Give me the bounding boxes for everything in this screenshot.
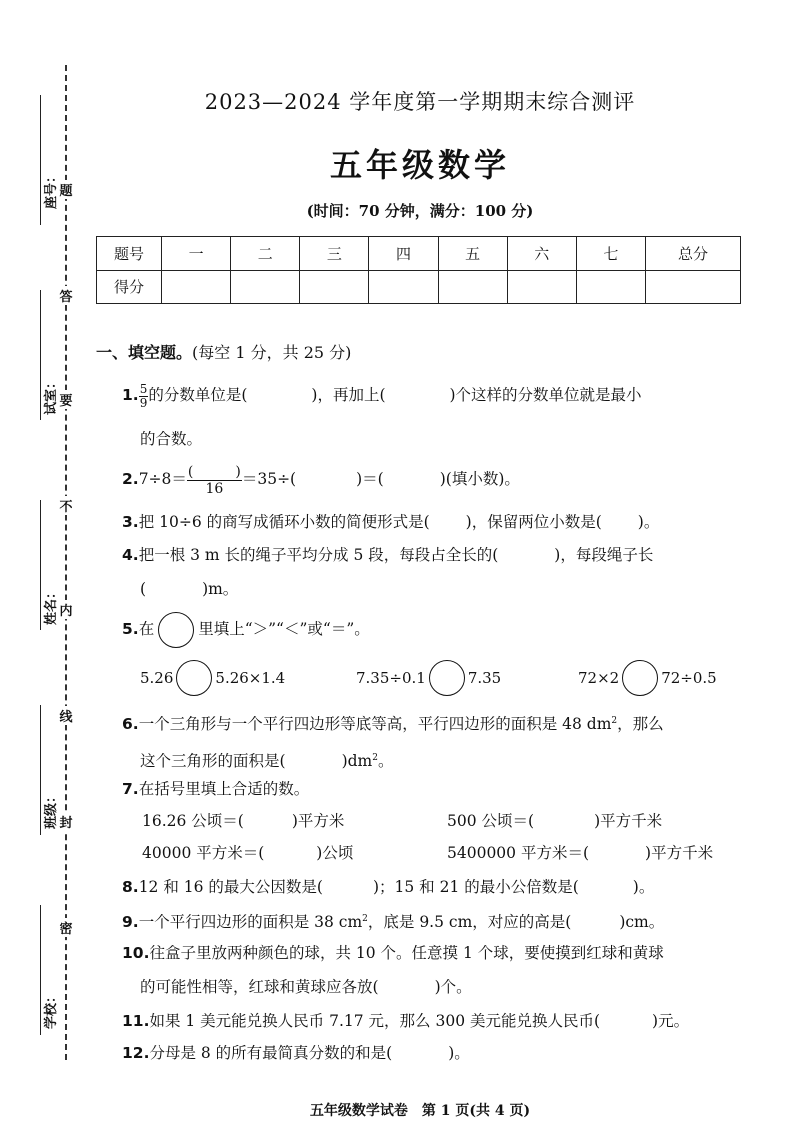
table-cell: 一: [162, 237, 231, 271]
question-number: 3.: [122, 513, 139, 531]
question-number: 8.: [122, 878, 139, 896]
conversion-item: 5400000 平方米＝( )平方千米: [447, 844, 714, 862]
question-12: 12.分母是 8 的所有最简真分数的和是( )。: [122, 1044, 470, 1062]
seal-char: 线: [58, 706, 74, 725]
question-1: 1. $\frac{5}{9}$ 的分数单位是( )，再加上( )个这样的分数单位就是最小 的合数。: [122, 381, 642, 448]
score-table-header-row: [97, 237, 741, 271]
seal-char: 封: [58, 812, 74, 831]
seal-char: 不: [58, 496, 74, 515]
seal-char: 答: [58, 286, 74, 305]
exam-room-label: 试室：: [44, 375, 60, 416]
question-7: 7.在括号里填上合适的数。: [122, 780, 310, 798]
conversion-item: 16.26 公顷＝( )平方米: [142, 812, 345, 830]
score-cell[interactable]: [646, 270, 741, 304]
table-cell: 题号: [97, 237, 162, 271]
compare-circle[interactable]: [622, 660, 658, 696]
question-8: 8.12 和 16 的最大公因数是( )；15 和 21 的最小公倍数是( )。: [122, 878, 655, 896]
name-label: 姓名：: [44, 585, 60, 626]
question-6: 6.一个三角形与一个平行四边形等底等高，平行四边形的面积是 48 $dm^2$，那么 这个三角形的面积是( )$dm^2$。: [122, 715, 664, 771]
question-10: 10.往盒子里放两种颜色的球，共 10 个。任意摸 1 个球，要使摸到红球和黄球 的可能性相等，红球和黄球应各放( )个。: [122, 944, 664, 996]
question-9: 9.一个平行四边形的面积是 38 $cm^2$，底是 9.5 cm，对应的高是( )cm。: [122, 913, 665, 932]
comparison-item: 7.35÷0.1 7.35: [356, 660, 501, 696]
question-number: 7.: [122, 780, 139, 798]
school-label: 学校：: [44, 989, 60, 1030]
conversion-item: 40000 平方米＝( )公顷: [142, 844, 354, 862]
score-table: [96, 236, 741, 304]
time-note: (时间：70 分钟，满分：100 分): [306, 202, 534, 220]
table-cell: 总分: [646, 237, 741, 271]
compare-circle[interactable]: [429, 660, 465, 696]
section-note: (每空 1 分，共 25 分): [192, 343, 352, 362]
score-table-score-row: [97, 270, 741, 304]
fraction: $\frac{5}{9}$: [139, 381, 148, 410]
page-footer: 五年级数学试卷 第 1 页(共 4 页): [309, 1103, 531, 1119]
question-number: 6.: [122, 715, 139, 734]
table-cell: 五: [438, 237, 507, 271]
score-cell[interactable]: [162, 270, 231, 304]
comparison-item: 72×2 72÷0.5: [578, 660, 717, 696]
question-5: 5.在 里填上“＞”“＜”或“＝”。: [122, 612, 746, 648]
score-cell[interactable]: [576, 270, 645, 304]
score-cell[interactable]: [300, 270, 369, 304]
binding-margin: [0, 0, 90, 1123]
fraction[interactable]: $\frac{( )}{16}$: [187, 463, 241, 497]
table-cell: 得分: [97, 270, 162, 304]
seat-number-label: 座号：: [44, 169, 60, 210]
table-cell: 七: [576, 237, 645, 271]
question-number: 5.: [122, 620, 139, 638]
seal-char: 题: [58, 180, 74, 199]
question-number: 2.: [122, 470, 139, 488]
table-cell: 六: [507, 237, 576, 271]
question-number: 1.: [122, 386, 139, 404]
seal-char: 内: [58, 600, 74, 619]
question-number: 11.: [122, 1012, 150, 1030]
compare-circle[interactable]: [176, 660, 212, 696]
question-2: 2.7÷8＝ $\frac{( )}{16}$ ＝35÷( )＝( )(填小数)。: [122, 463, 520, 497]
question-number: 9.: [122, 913, 139, 932]
question-11: 11.如果 1 美元能兑换人民币 7.17 元，那么 300 美元能兑换人民币( )元。: [122, 1012, 690, 1030]
table-cell: 三: [300, 237, 369, 271]
exam-title: 2023—2024 学年度第一学期期末综合测评: [204, 90, 636, 114]
section-title: 一、填空题。: [96, 343, 193, 362]
comparison-item: 5.26 5.26×1.4: [140, 660, 285, 696]
conversion-item: 500 公顷＝( )平方千米: [447, 812, 663, 830]
question-3: 3.把 10÷6 的商写成循环小数的简便形式是( )，保留两位小数是( )。: [122, 513, 660, 531]
seal-dashed-line: [65, 65, 67, 1060]
score-cell[interactable]: [231, 270, 300, 304]
table-cell: 四: [369, 237, 438, 271]
score-cell[interactable]: [438, 270, 507, 304]
score-cell[interactable]: [369, 270, 438, 304]
circle-icon: [158, 612, 194, 648]
question-number: 12.: [122, 1044, 150, 1062]
class-label: 班级：: [44, 789, 60, 830]
question-number: 4.: [122, 546, 139, 564]
subject-title: 五年级数学: [329, 146, 510, 184]
seal-char: 密: [58, 918, 74, 937]
score-cell[interactable]: [507, 270, 576, 304]
section-heading: [96, 340, 351, 363]
question-4: 4.把一根 3 m 长的绳子平均分成 5 段，每段占全长的( )，每段绳子长 ( )m。: [122, 546, 654, 598]
table-cell: 二: [231, 237, 300, 271]
question-number: 10.: [122, 944, 150, 962]
seal-char: 要: [58, 390, 74, 409]
